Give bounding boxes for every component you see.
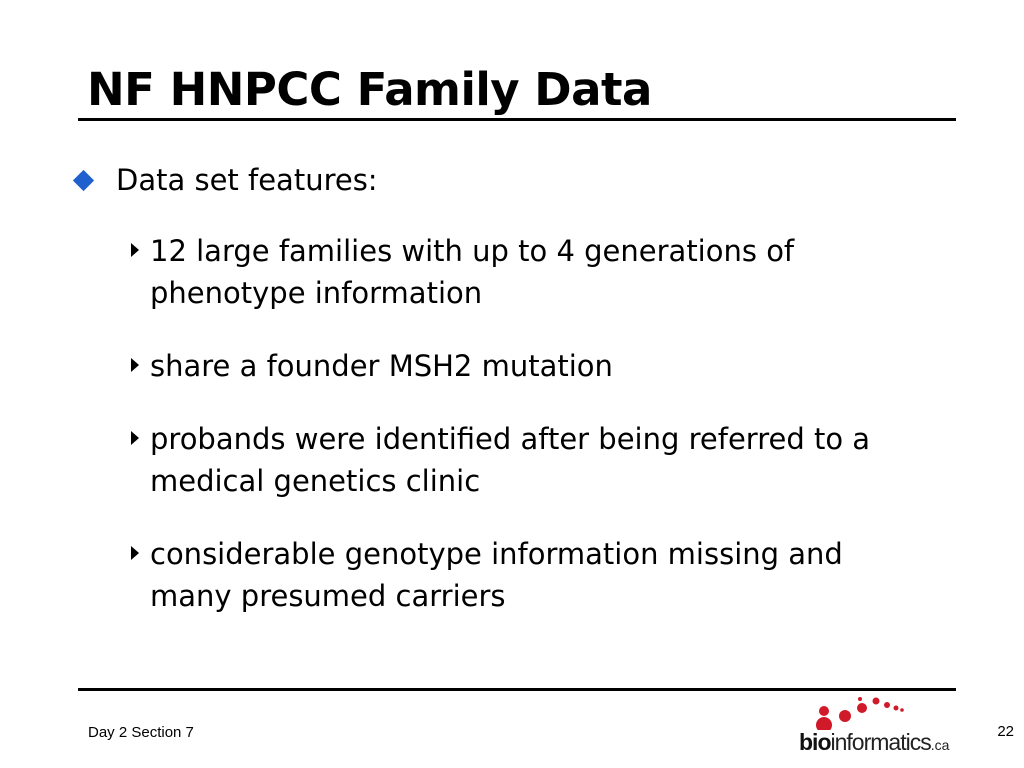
- page-number: 22: [997, 723, 1014, 740]
- logo-suffix: .ca: [930, 737, 950, 753]
- sub-bullet-text: 12 large families with up to 4 generations of phenotype information: [150, 234, 795, 310]
- sub-bullet: [128, 345, 928, 387]
- main-bullet-text: Data set features:: [116, 163, 378, 197]
- sub-bullet-text: probands were identified after being referred to a medical genetics clinic: [150, 422, 871, 498]
- triangle-bullet-icon: [131, 358, 139, 372]
- sub-bullet: [128, 533, 928, 617]
- logo-regular-part: informatics: [830, 729, 931, 755]
- slide-title: NF HNPCC Family Data: [87, 63, 652, 116]
- logo-bold-part: bio: [799, 729, 831, 755]
- logo-wordmark: [799, 728, 949, 759]
- diamond-bullet-icon: [73, 169, 94, 190]
- sub-bullet: [128, 418, 928, 502]
- footer-section-label: Day 2 Section 7: [88, 724, 194, 741]
- logo-dots-icon: [796, 690, 966, 730]
- sub-bullet-text: share a founder MSH2 mutation: [150, 349, 613, 383]
- sub-bullet-text: considerable genotype information missing and many presumed carriers: [150, 537, 843, 613]
- sub-bullet-list: [128, 230, 928, 648]
- title-divider: [78, 118, 956, 121]
- triangle-bullet-icon: [131, 431, 139, 445]
- bioinformatics-logo: [796, 690, 966, 768]
- triangle-bullet-icon: [131, 243, 139, 257]
- sub-bullet: [128, 230, 928, 314]
- triangle-bullet-icon: [131, 546, 139, 560]
- main-bullet: [70, 160, 378, 200]
